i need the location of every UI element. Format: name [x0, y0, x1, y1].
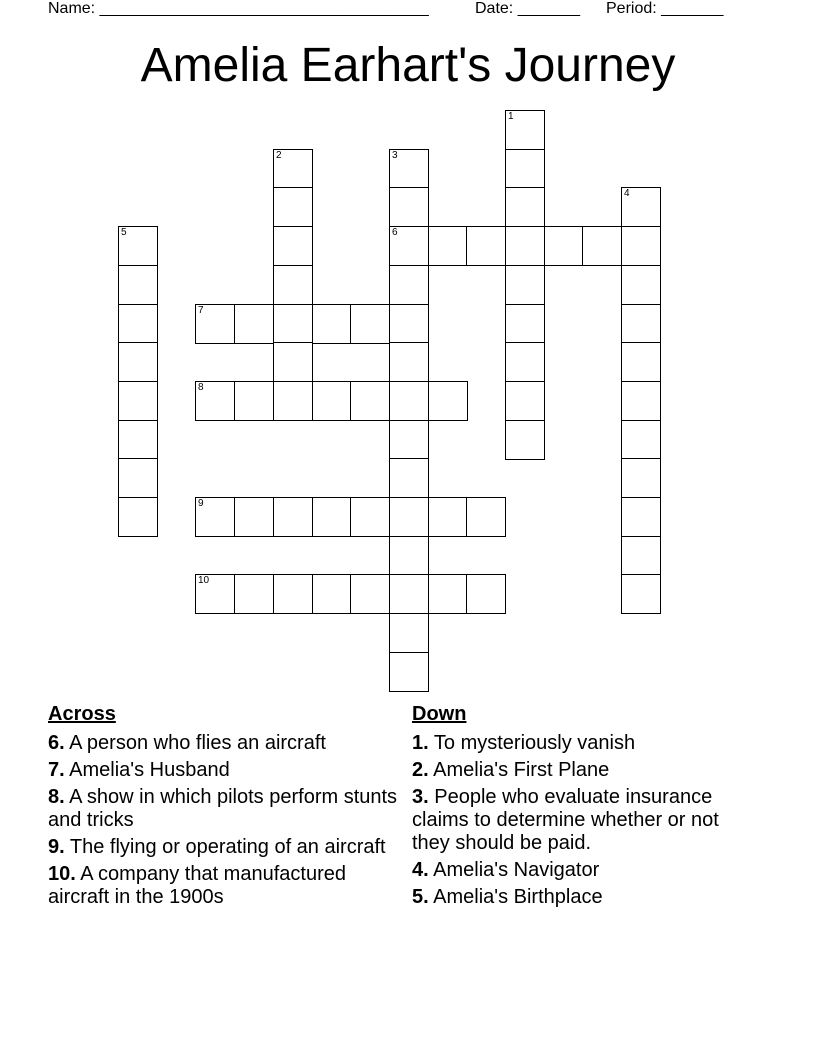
- cell-number: 8: [198, 382, 204, 393]
- grid-cell[interactable]: [505, 265, 545, 305]
- grid-cell[interactable]: [428, 381, 468, 421]
- grid-cell[interactable]: [621, 187, 661, 227]
- page-title: Amelia Earhart's Journey: [140, 39, 676, 92]
- date-field-label[interactable]: Date: _______: [475, 0, 580, 17]
- grid-cell[interactable]: [621, 497, 661, 537]
- cell-number: 7: [198, 305, 204, 316]
- grid-cell[interactable]: [312, 497, 352, 537]
- cell-number: 10: [198, 575, 210, 586]
- clue-text: Amelia's First Plane: [428, 759, 610, 781]
- grid-cell[interactable]: [621, 574, 661, 614]
- cell-number: 3: [392, 150, 398, 161]
- grid-cell[interactable]: [389, 574, 429, 614]
- grid-cell[interactable]: [582, 226, 622, 266]
- grid-cell[interactable]: [118, 226, 158, 266]
- cell-number: 2: [276, 150, 282, 161]
- grid-cell[interactable]: [544, 226, 584, 266]
- clue-number: 4.: [412, 859, 429, 881]
- clue-number: 6.: [48, 732, 65, 754]
- grid-cell[interactable]: [505, 342, 545, 382]
- grid-cell[interactable]: [621, 536, 661, 576]
- down-clue: [412, 886, 742, 909]
- grid-cell[interactable]: [428, 574, 468, 614]
- grid-cell[interactable]: [466, 226, 506, 266]
- grid-cell[interactable]: [389, 652, 429, 692]
- across-clues: [48, 702, 408, 913]
- grid-cell[interactable]: [389, 536, 429, 576]
- grid-cell[interactable]: [621, 265, 661, 305]
- grid-cell[interactable]: [428, 226, 468, 266]
- cell-number: 9: [198, 498, 204, 509]
- grid-cell[interactable]: [273, 342, 313, 382]
- grid-cell[interactable]: [118, 458, 158, 498]
- grid-cell[interactable]: [505, 149, 545, 189]
- grid-cell[interactable]: [350, 574, 390, 614]
- cell-number: 1: [508, 111, 514, 122]
- across-clue: [48, 836, 408, 859]
- grid-cell[interactable]: [505, 226, 545, 266]
- grid-cell[interactable]: [195, 381, 235, 421]
- grid-cell[interactable]: [118, 497, 158, 537]
- clue-text: To mysteriously vanish: [428, 732, 636, 754]
- grid-cell[interactable]: [234, 304, 274, 344]
- grid-cell[interactable]: [505, 420, 545, 460]
- grid-cell[interactable]: [273, 187, 313, 227]
- grid-cell[interactable]: [195, 574, 235, 614]
- grid-cell[interactable]: [621, 342, 661, 382]
- period-field-label[interactable]: Period: _______: [606, 0, 724, 17]
- grid-cell[interactable]: [389, 613, 429, 653]
- clue-number: 9.: [48, 836, 65, 858]
- grid-cell[interactable]: [466, 497, 506, 537]
- clue-text: A show in which pilots perform stunts and tricks: [48, 786, 398, 831]
- grid-cell[interactable]: [505, 381, 545, 421]
- across-heading: Across: [48, 703, 116, 725]
- grid-cell[interactable]: [389, 497, 429, 537]
- grid-cell[interactable]: [389, 265, 429, 305]
- grid-cell[interactable]: [234, 574, 274, 614]
- grid-cell[interactable]: [195, 304, 235, 344]
- grid-cell[interactable]: [621, 381, 661, 421]
- down-clue: [412, 786, 742, 855]
- grid-cell[interactable]: [389, 458, 429, 498]
- grid-cell[interactable]: [621, 458, 661, 498]
- clue-text: Amelia's Birthplace: [428, 886, 603, 908]
- grid-cell[interactable]: [621, 304, 661, 344]
- grid-cell[interactable]: [350, 304, 390, 344]
- grid-cell[interactable]: [234, 497, 274, 537]
- grid-cell[interactable]: [389, 342, 429, 382]
- grid-cell[interactable]: [118, 342, 158, 382]
- grid-cell[interactable]: [505, 110, 545, 150]
- across-clue: [48, 863, 408, 909]
- clue-text: A company that manufactured aircraft in the 1900s: [48, 863, 346, 908]
- grid-cell[interactable]: [118, 420, 158, 460]
- clue-text: The flying or operating of an aircraft: [64, 836, 386, 858]
- clue-number: 7.: [48, 759, 65, 781]
- down-clue: [412, 732, 742, 755]
- clue-text: A person who flies an aircraft: [64, 732, 326, 754]
- grid-cell[interactable]: [621, 420, 661, 460]
- clue-number: 10.: [48, 863, 76, 885]
- clue-text: People who evaluate insurance claims to determine whether or not they should be paid.: [412, 786, 719, 854]
- clue-number: 3.: [412, 786, 429, 808]
- grid-cell[interactable]: [389, 381, 429, 421]
- grid-cell[interactable]: [466, 574, 506, 614]
- cell-number: 6: [392, 227, 398, 238]
- across-clue: [48, 732, 408, 755]
- grid-cell[interactable]: [118, 265, 158, 305]
- grid-cell[interactable]: [234, 381, 274, 421]
- down-clues: [412, 702, 742, 913]
- clue-number: 2.: [412, 759, 429, 781]
- grid-cell[interactable]: [195, 497, 235, 537]
- grid-cell[interactable]: [273, 497, 313, 537]
- grid-cell[interactable]: [350, 497, 390, 537]
- clue-number: 1.: [412, 732, 429, 754]
- clue-number: 8.: [48, 786, 65, 808]
- across-clue: [48, 786, 408, 832]
- grid-cell[interactable]: [273, 226, 313, 266]
- cell-number: 5: [121, 227, 127, 238]
- name-field-label[interactable]: Name: _____________________________________: [48, 0, 429, 17]
- clue-text: Amelia's Husband: [64, 759, 230, 781]
- down-clue: [412, 759, 742, 782]
- grid-cell[interactable]: [312, 574, 352, 614]
- grid-cell[interactable]: [505, 187, 545, 227]
- grid-cell[interactable]: [621, 226, 661, 266]
- down-clue: [412, 859, 742, 882]
- grid-cell[interactable]: [118, 381, 158, 421]
- grid-cell[interactable]: [273, 149, 313, 189]
- grid-cell[interactable]: [273, 381, 313, 421]
- grid-cell[interactable]: [273, 265, 313, 305]
- grid-cell[interactable]: [389, 226, 429, 266]
- grid-cell[interactable]: [273, 304, 313, 344]
- grid-cell[interactable]: [389, 149, 429, 189]
- grid-cell[interactable]: [505, 304, 545, 344]
- grid-cell[interactable]: [389, 187, 429, 227]
- grid-cell[interactable]: [118, 304, 158, 344]
- down-heading: Down: [412, 703, 467, 725]
- grid-cell[interactable]: [312, 381, 352, 421]
- across-clue: [48, 759, 408, 782]
- grid-cell[interactable]: [273, 574, 313, 614]
- clue-number: 5.: [412, 886, 429, 908]
- clue-text: Amelia's Navigator: [428, 859, 600, 881]
- grid-cell[interactable]: [428, 497, 468, 537]
- grid-cell[interactable]: [389, 420, 429, 460]
- cell-number: 4: [624, 188, 630, 199]
- grid-cell[interactable]: [350, 381, 390, 421]
- grid-cell[interactable]: [389, 304, 429, 344]
- grid-cell[interactable]: [312, 304, 352, 344]
